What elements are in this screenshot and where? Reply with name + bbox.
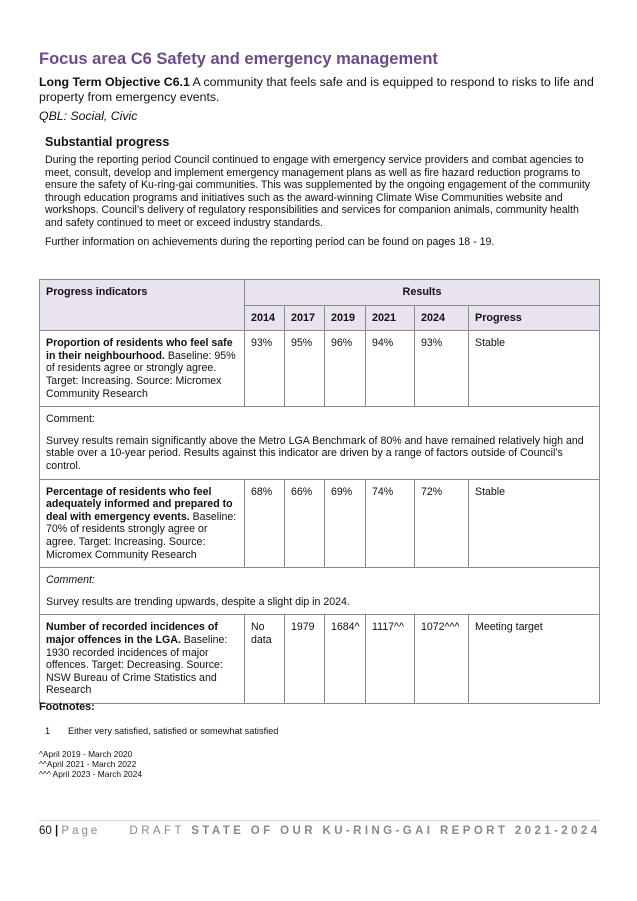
result-cell: 1072^^^ [415, 615, 469, 704]
objective-text: A community that feels safe and is equipped to respond to risks to life and property from emergency events. [39, 75, 594, 104]
progress-indicators-table [39, 279, 600, 704]
result-cell: 95% [285, 331, 325, 407]
result-cell: 93% [415, 331, 469, 407]
comment-label: Comment: [46, 574, 95, 587]
progress-cell: Stable [469, 331, 600, 407]
result-cell: 66% [285, 479, 325, 568]
indicator-title: Number of recorded incidences of major offences in the LGA. [46, 621, 218, 646]
progress-cell: Meeting target [469, 615, 600, 704]
long-term-objective [39, 75, 599, 105]
result-cell: 94% [366, 331, 415, 407]
comment-row [40, 407, 600, 479]
header-year: 2017 [285, 305, 325, 331]
qbl-text: QBL: Social, Civic [39, 109, 138, 123]
result-cell: 93% [245, 331, 285, 407]
table-row [40, 479, 600, 568]
indicator-title: Percentage of residents who feel adequately informed and prepared to deal with emergency events. [46, 485, 233, 523]
header-year: 2021 [366, 305, 415, 331]
indicator-title: Proportion of residents who feel safe in their neighbourhood. [46, 337, 233, 362]
comment-row [40, 568, 600, 615]
comment-cell [40, 407, 600, 479]
header-year: 2024 [415, 305, 469, 331]
objective-label: Long Term Objective C6.1 [39, 75, 190, 89]
table-row [40, 615, 600, 704]
indicator-cell [40, 331, 245, 407]
section-paragraph: During the reporting period Council continued to engage with emergency service providers and combat agencies to meet, consult, develop and implement emergency management plans as well as fire hazard reduction programs to ensure the safety of Ku-ring-gai communities. This was supplemented by the ongoing engagement of the community through education programs and initiatives such as the award-winning Climate Wise Communities website and workshops. Council’s delivery of regulatory responsibilities and services for companion animals, community health and safety continued to meet or exceed industry standards. [45, 154, 591, 229]
result-cell: 72% [415, 479, 469, 568]
page-footer [39, 825, 601, 837]
footnote-item [45, 726, 278, 736]
header-year: 2019 [325, 305, 366, 331]
date-note: ^^^ April 2023 - March 2024 [39, 769, 143, 779]
comment-cell [40, 568, 600, 615]
comment-text: Survey results remain significantly above the Metro LGA Benchmark of 80% and have remained relatively high and stable over a 10-year period. Results against this indicator are driven by a range of factors outside of Council’s control. [46, 434, 584, 472]
footer-title [129, 825, 600, 837]
indicator-details: Baseline: 70% of residents strongly agree or agree. Target: Increasing. Source: Micromex Community Research [46, 510, 237, 561]
result-cell: 1117^^ [366, 615, 415, 704]
draft-label: DRAFT [129, 825, 185, 837]
footer-divider [39, 820, 599, 821]
section-heading: Substantial progress [45, 135, 170, 149]
footer-separator: | [55, 825, 59, 837]
page-number: 60 [39, 825, 52, 837]
header-results: Results [245, 280, 600, 306]
result-cell: 74% [366, 479, 415, 568]
indicator-details: Baseline: 1930 recorded incidences of major offences. Target: Decreasing. Source: NSW Bureau of Crime Statistics and Research [46, 633, 228, 697]
indicator-details: Baseline: 95% of residents agree or strongly agree. Target: Increasing. Source: Micromex Community Research [46, 349, 236, 400]
further-info-text: Further information on achievements during the reporting period can be found on pages 18 - 19. [45, 236, 495, 248]
comment-text: Survey results are trending upwards, despite a slight dip in 2024. [46, 595, 350, 608]
focus-area-heading: Focus area C6 Safety and emergency management [39, 50, 438, 68]
result-cell: 68% [245, 479, 285, 568]
footnote-number: 1 [45, 726, 51, 736]
table-row [40, 331, 600, 407]
report-title: STATE OF OUR KU-RING-GAI REPORT 2021-2024 [191, 825, 601, 837]
indicator-cell [40, 615, 245, 704]
comment-label: Comment: [46, 413, 95, 426]
header-year: 2014 [245, 305, 285, 331]
progress-cell: Stable [469, 479, 600, 568]
header-progress-indicators: Progress indicators [40, 280, 245, 306]
result-cell: No data [245, 615, 285, 704]
header-empty-cell [40, 305, 245, 331]
result-cell: 1979 [285, 615, 325, 704]
date-note: ^^April 2021 - March 2022 [39, 759, 137, 769]
footnote-text: Either very satisfied, satisfied or somewhat satisfied [68, 726, 279, 736]
result-cell: 96% [325, 331, 366, 407]
result-cell: 1684^ [325, 615, 366, 704]
date-note: ^April 2019 - March 2020 [39, 749, 133, 759]
page-word: Page [61, 825, 101, 837]
indicator-cell [40, 479, 245, 568]
result-cell: 69% [325, 479, 366, 568]
footnotes-title: Footnotes: [39, 701, 95, 713]
header-progress: Progress [469, 305, 600, 331]
